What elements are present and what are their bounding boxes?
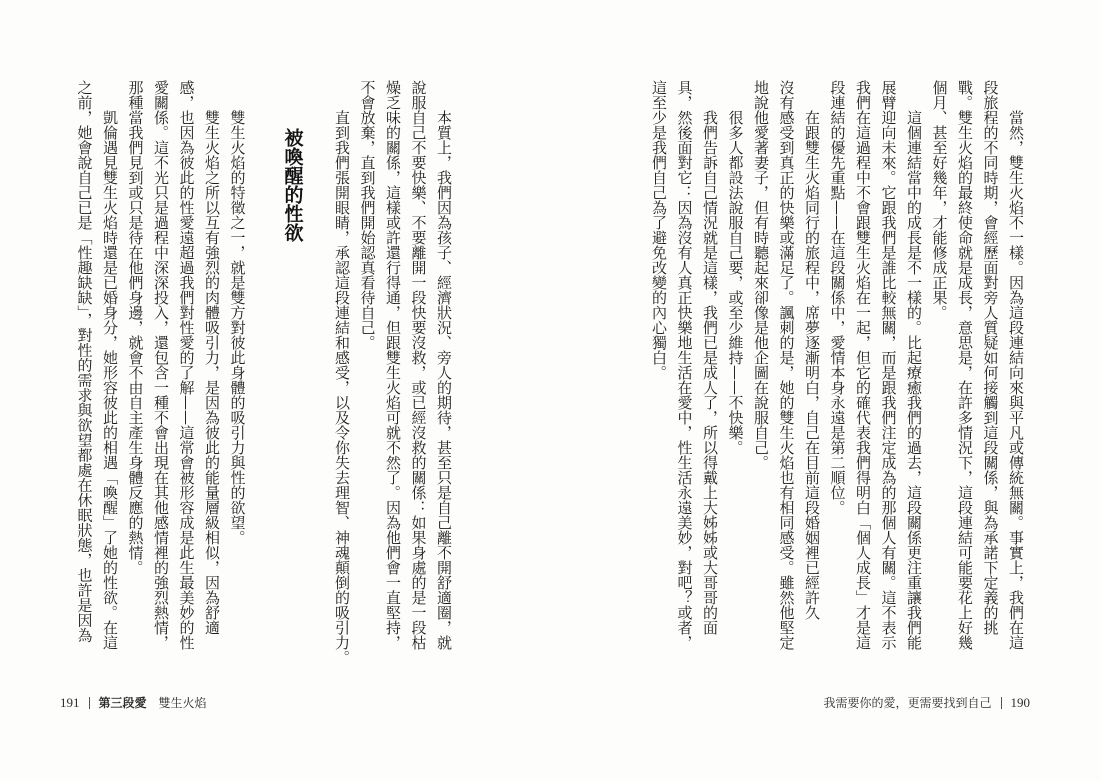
paragraph <box>71 80 122 690</box>
page-number: 190 <box>1010 695 1030 710</box>
page-number: 191 <box>60 695 80 710</box>
text-column: 展臂迎向未來。它跟我們是誰比較無關，而是跟我們注定成為的那個人有關。這不表示 <box>879 80 898 650</box>
text-column: 雙生火焰之所以互有強烈的肉體吸引力，是因為彼此的能量層級相似，因為舒適 <box>203 110 221 635</box>
paragraph <box>224 80 250 690</box>
paragraph <box>722 80 748 690</box>
section-heading: 被喚醒的性欲 <box>281 127 304 242</box>
text-column: 具，然後面對它：因為沒有人真正快樂地生活在愛中，性生活永遠美妙，對吧？或者， <box>675 80 694 650</box>
text-column: 凱倫遇見雙生火焰時還是已婚身分，她形容彼此的相遇「喚醒」了她的性欲。在這 <box>101 110 119 650</box>
paragraph <box>122 80 224 690</box>
text-column: 地說他愛著妻子，但有時聽起來卻像是他企圖在說服自己。 <box>752 80 770 470</box>
text-column: 很多人都設法說服自己要，或至少維持——不快樂。 <box>726 110 745 455</box>
right-page-footer <box>823 695 1030 711</box>
running-title: 我需要你的愛，更需要找到自己 <box>823 696 992 710</box>
text-column: 愛關係。這不光只是過程中深深投入，還包含一種不會出現在其他感情裡的強烈熱情， <box>152 80 170 650</box>
text-column: 我們告訴自己情況就是這樣，我們已是成人了，所以得戴上大姊姊或大哥哥的面 <box>701 110 719 635</box>
text-column: 燥乏味的關係，這樣或許還行得通，但跟雙生火焰可就不然了。因為他們會一直堅持， <box>384 80 402 650</box>
text-column: 之前，她會說自己已是「性趣缺缺」，對性的需求與欲望都處在休眠狀態，也許是因為 <box>75 80 94 643</box>
chapter-title: 雙生火焰 <box>158 696 207 710</box>
paragraph <box>824 80 926 690</box>
right-page-text <box>645 80 1028 690</box>
text-column: 個月、甚至好幾年，才能修成正果。 <box>930 80 949 320</box>
text-column: 說服自己不要快樂、不要離開一段快要沒救，或已經沒救的關係：如果身處的是一段枯 <box>409 80 428 650</box>
text-column: 段連結的優先重點——在這段關係中，愛情本身永遠是第二順位。 <box>828 80 847 515</box>
paragraph <box>646 80 723 690</box>
paragraph <box>926 80 1028 690</box>
left-page-footer <box>60 695 207 711</box>
text-column: 戰。雙生火焰的最終使命就是成長，意思是，在許多情況下，這段連結可能要花上好幾 <box>956 80 974 650</box>
text-column: 不會放棄，直到我們開始認真看待自己。 <box>358 80 377 350</box>
text-column: 我們在這過程中不會跟雙生火焰在一起，但它的確代表我們得明白「個人成長」才是這 <box>854 80 872 650</box>
text-column: 這至少是我們自己為了避免改變的內心獨白。 <box>650 80 668 380</box>
paragraph <box>354 80 456 690</box>
paragraph <box>329 80 355 690</box>
text-column: 在跟雙生火焰同行的旅程中，席夢逐漸明白，自己在目前這段婚姻裡已經許久 <box>803 110 821 620</box>
left-page-text <box>71 80 456 690</box>
text-column: 感，也因為彼此的性愛遠超過我們對性愛的了解——這常會被形容成是此生最美妙的性 <box>177 80 196 650</box>
text-column: 直到我們張開眼睛，承認這段連結和感受，以及令你失去理智、神魂顛倒的吸引力。 <box>333 110 351 665</box>
text-column: 這個連結當中的成長是不一樣的。比起療癒我們的過去，這段關係更注重讓我們能 <box>905 110 923 650</box>
text-column: 那種當我們見到或只是待在他們身邊，就會不由自主產生身體反應的熱情。 <box>126 80 145 575</box>
text-column: 段旅程的不同時期，會經歷面對旁人質疑如何接觸到這段關係，與為承諾下定義的挑 <box>981 80 1000 635</box>
text-column: 沒有感受到真正的快樂或滿足了。諷刺的是，她的雙生火焰也有相同感受。雖然他堅定 <box>777 80 796 650</box>
section-label: 第三段愛 <box>98 696 147 710</box>
text-column: 當然，雙生火焰不一樣。因為這段連結向來與平凡或傳統無關。事實上，我們在這 <box>1007 110 1025 650</box>
text-column: 本質上，我們因為孩子、經濟狀況、旁人的期待，甚至只是自己離不開舒適圈，就 <box>435 110 453 650</box>
paragraph <box>748 80 825 690</box>
footer-divider <box>1001 697 1002 709</box>
footer-divider <box>89 697 90 709</box>
text-column: 雙生火焰的特徵之一，就是雙方對彼此身體的吸引力與性的欲望。 <box>228 110 247 545</box>
